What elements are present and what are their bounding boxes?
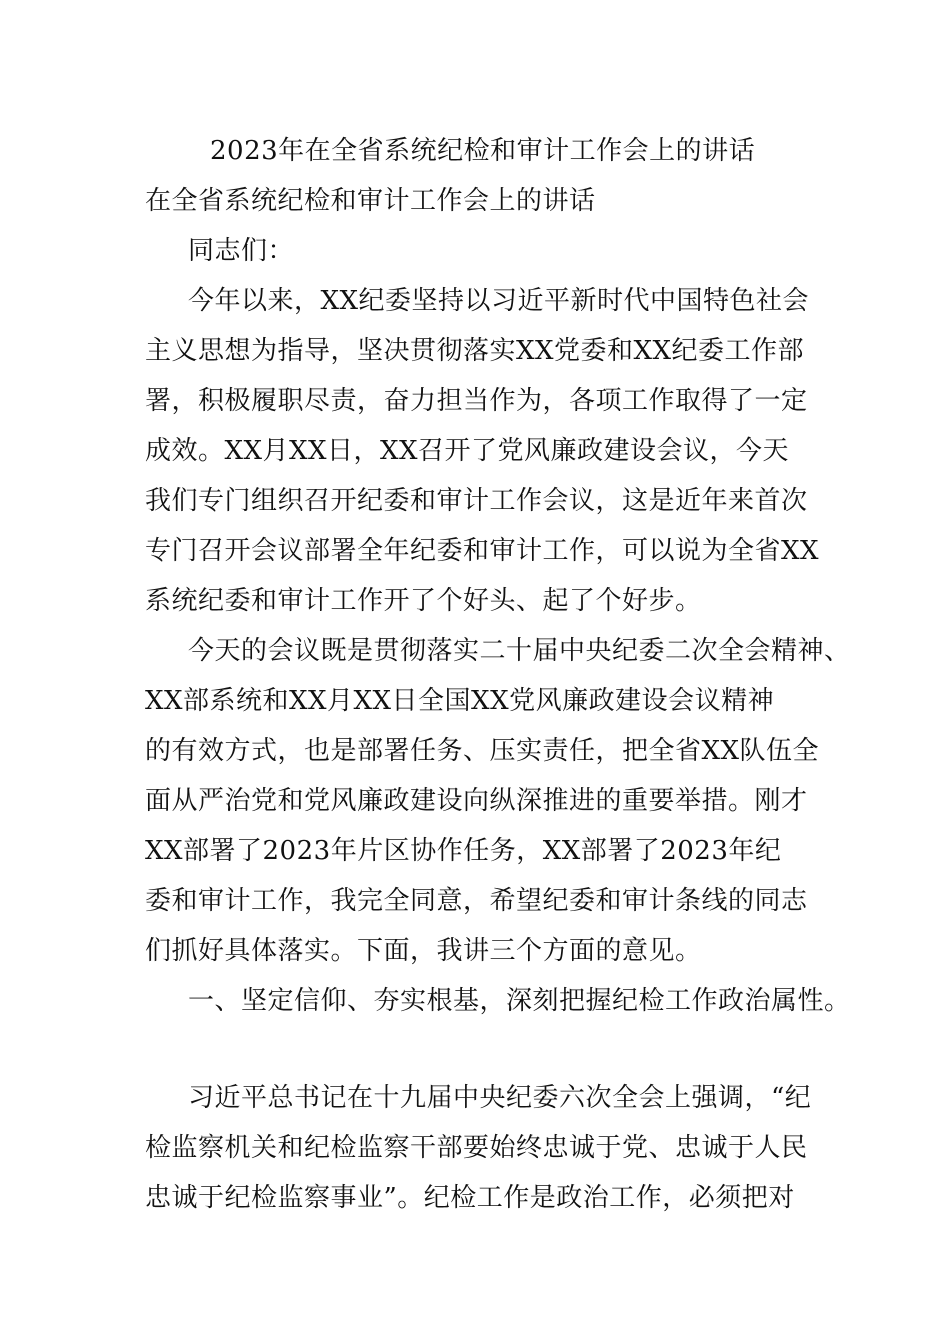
document-subtitle: 在全省系统纪检和审计工作会上的讲话 — [145, 186, 596, 216]
text-line: 成效。XX月XX日，XX召开了党风廉政建设会议，今天 — [145, 436, 790, 466]
section-heading: 一、坚定信仰、夯实根基，深刻把握纪检工作政治属性。 — [188, 986, 851, 1016]
text-line: 我们专门组织召开纪委和审计工作会议，这是近年来首次 — [145, 486, 808, 516]
text-line: 系统纪委和审计工作开了个好头、起了个好步。 — [145, 586, 702, 616]
salutation: 同志们： — [188, 236, 295, 266]
text-line: 们抓好具体落实。下面，我讲三个方面的意见。 — [145, 936, 702, 966]
text-line: 习近平总书记在十九届中央纪委六次全会上强调，“纪 — [188, 1083, 812, 1113]
text-line: 今天的会议既是贯彻落实二十届中央纪委二次全会精神、 — [188, 636, 851, 666]
text-line: 专门召开会议部署全年纪委和审计工作，可以说为全省XX — [145, 536, 820, 566]
text-line: 检监察机关和纪检监察干部要始终忠诚于党、忠诚于人民 — [145, 1133, 808, 1163]
text-line: 忠诚于纪检监察事业”。纪检工作是政治工作，必须把对 — [145, 1183, 795, 1213]
text-line: 的有效方式，也是部署任务、压实责任，把全省XX队伍全 — [145, 736, 820, 766]
text-line: XX部系统和XX月XX日全国XX党风廉政建设会议精神 — [145, 686, 775, 716]
text-line: 主义思想为指导，坚决贯彻落实XX党委和XX纪委工作部 — [145, 336, 805, 366]
text-line: XX部署了2023年片区协作任务，XX部署了2023年纪 — [145, 836, 782, 866]
document-title: 2023年在全省系统纪检和审计工作会上的讲话 — [210, 136, 756, 166]
text-line: 面从严治党和党风廉政建设向纵深推进的重要举措。刚才 — [145, 786, 808, 816]
text-line: 今年以来，XX纪委坚持以习近平新时代中国特色社会 — [188, 286, 810, 316]
text-line: 委和审计工作，我完全同意，希望纪委和审计条线的同志 — [145, 886, 808, 916]
text-line: 署，积极履职尽责，奋力担当作为，各项工作取得了一定 — [145, 386, 808, 416]
